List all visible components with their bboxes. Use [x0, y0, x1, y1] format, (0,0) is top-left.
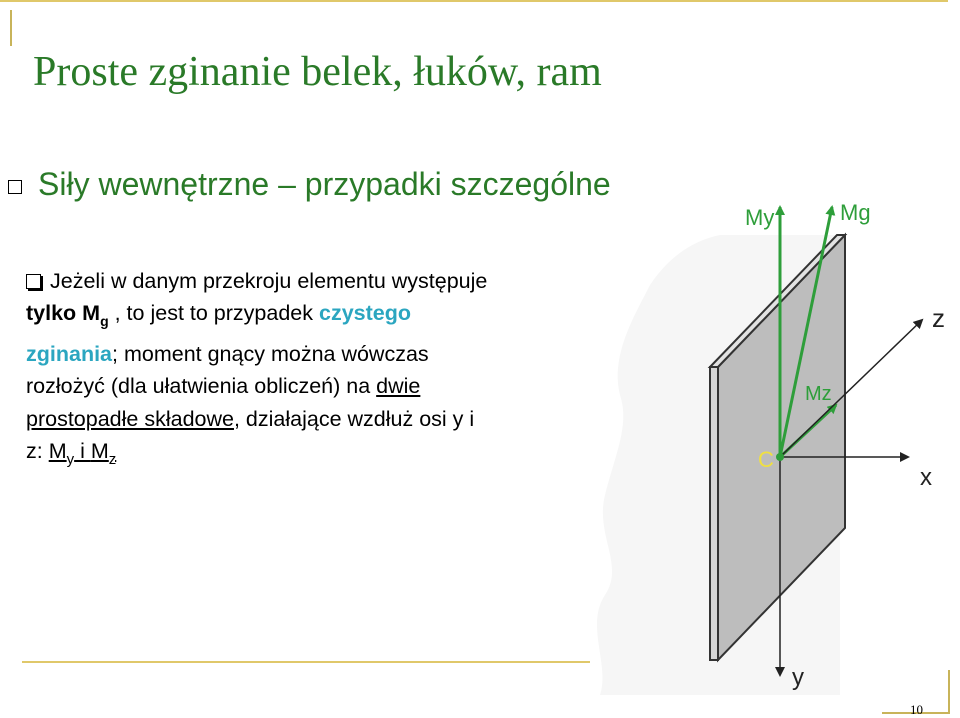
label-mz: Mz [805, 383, 832, 405]
page-number: 10 [910, 702, 923, 717]
label-x: x [920, 464, 932, 491]
body-paragraph [26, 265, 496, 476]
checkbox-bullet-icon [26, 274, 41, 289]
text-segment: ; moment gnący można wówczas rozłożyć (dla ułatwienia obliczeń) na [26, 341, 429, 399]
underlined-segment: dwie prostopadłe składowe [26, 374, 421, 431]
left-frame-accent [10, 10, 12, 46]
label-y: y [792, 664, 804, 691]
my-main: M [48, 439, 67, 464]
origin-point [776, 453, 784, 461]
label-mg: Mg [840, 200, 871, 225]
footer-line [22, 661, 590, 663]
plate-front-edge [710, 367, 718, 660]
square-bullet-icon [8, 180, 22, 194]
cross-section-figure [590, 195, 960, 695]
mz-symbol [90, 439, 117, 469]
label-z: z [932, 303, 945, 333]
my-symbol [48, 439, 75, 469]
highlight-pure-bending: czystego zginania [26, 301, 411, 366]
text-segment: , to jest to przypadek [108, 301, 319, 326]
slide-title: Proste zginanie belek, łuków, ram [33, 49, 602, 95]
label-c: C [758, 447, 774, 472]
mz-subscript: z [108, 451, 117, 469]
text-segment: Jeżeli w danym przekroju elementu występuje [50, 269, 488, 293]
bold-segment [26, 301, 109, 330]
my-subscript: y [66, 451, 75, 469]
conjunction: i [74, 439, 91, 464]
label-my: My [745, 205, 775, 230]
text-segment: , działające wzdłuż osi y i z: [26, 406, 475, 464]
top-frame-line [0, 0, 948, 12]
mz-main: M [90, 439, 109, 464]
mg-subscript: g [100, 313, 109, 330]
subtitle: Siły wewnętrzne – przypadki szczególne [38, 166, 611, 202]
mg-label: tylko M [26, 301, 101, 326]
